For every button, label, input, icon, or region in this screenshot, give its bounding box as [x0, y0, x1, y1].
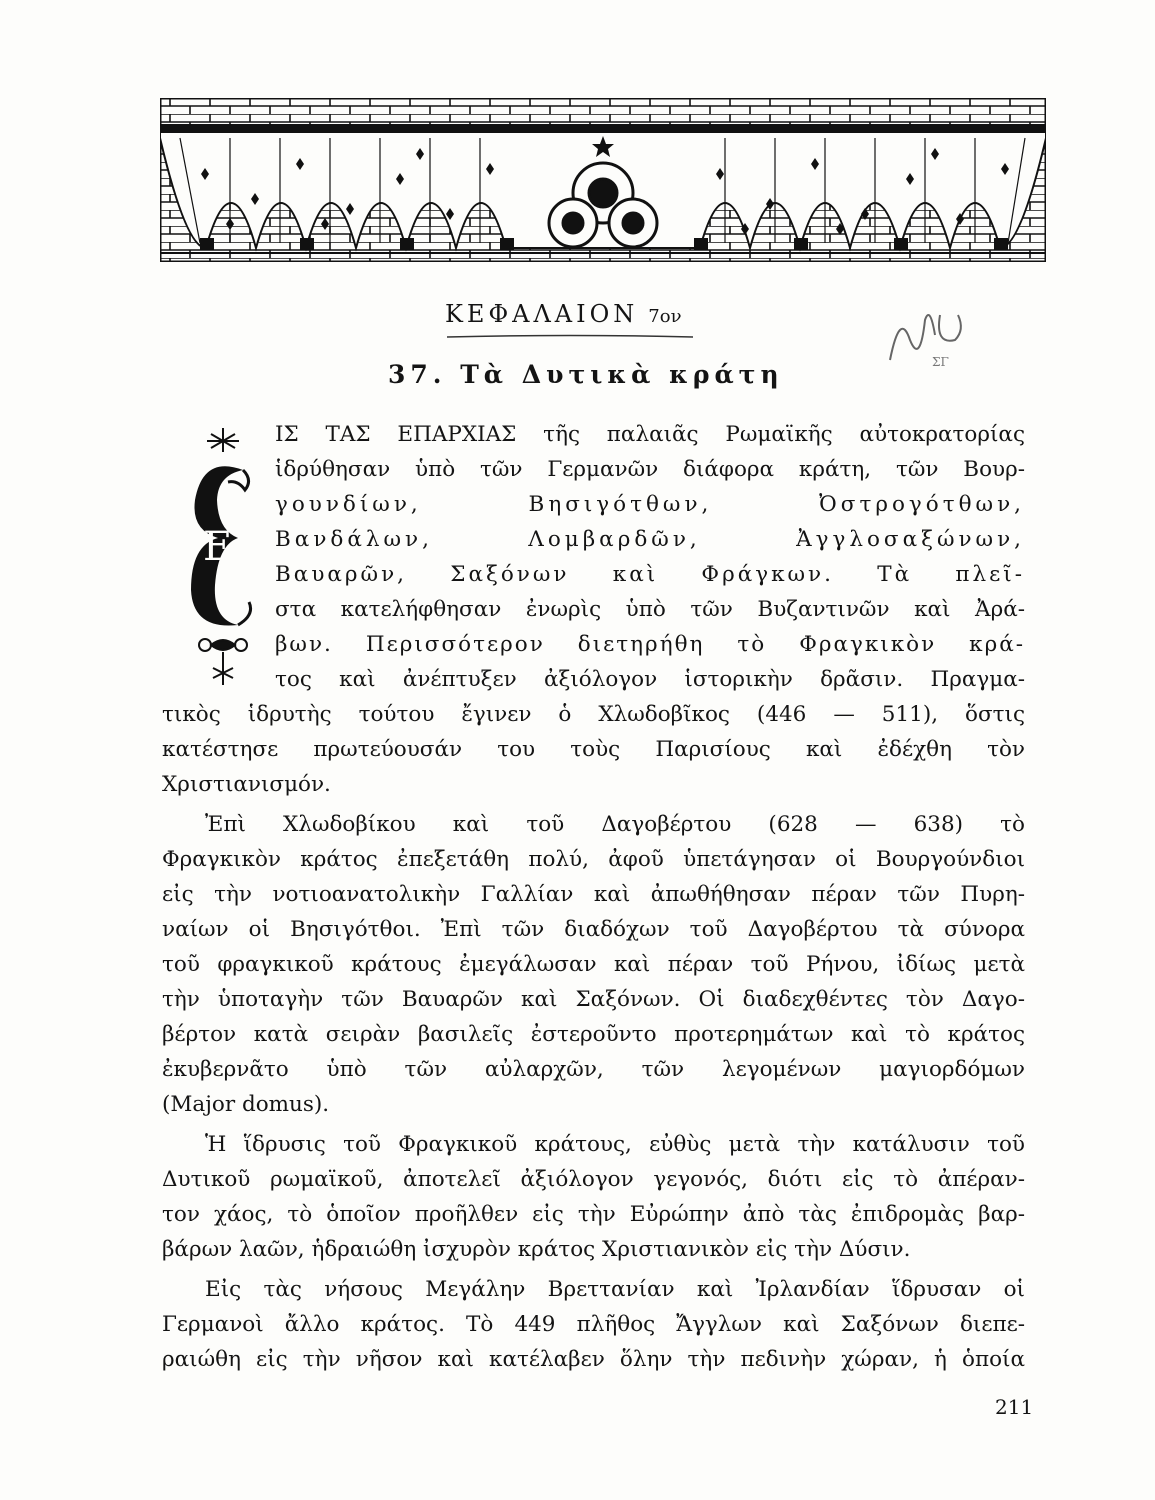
text-line: βάρων λαῶν, ἡδραιώθη ἰσχυρὸν κράτος Χριστιανικὸν εἰς τὴν Δύσιν.	[162, 1237, 911, 1262]
text-line: ραιώθη εἰς τὴν νῆσον καὶ κατέλαβεν ὅλην τὴν πεδινὴν χώραν, ἡ ὁποία	[162, 1347, 1025, 1372]
text-line: τος καὶ ἀνέπτυξεν ἀξιόλογον ἱστορικὴν δρᾶσιν. Πραγμα-	[275, 667, 1025, 692]
section-title: 37. Τὰ Δυτικὰ κράτη	[388, 360, 784, 389]
page-number: 211	[995, 1395, 1034, 1419]
text-line: Φραγκικὸν κράτος ἐπεξετάθη πολύ, ἀφοῦ ὑπετάγησαν οἱ Βουργούνδιοι	[162, 847, 1025, 872]
text-line: κατέστησε πρωτεύουσάν του τοὺς Παρισίους καὶ ἐδέχθη τὸν	[162, 737, 1025, 762]
text-line: εἰς τὴν νοτιοανατολικὴν Γαλλίαν καὶ ἀπωθήθησαν πέραν τῶν Πυρη-	[162, 882, 1025, 907]
chapter-heading-text: ΚΕΦΑΛΑΙΟΝ	[445, 300, 639, 328]
text-line: Βανδάλων, Λομβαρδῶν, Ἀγγλοσαξώνων,	[275, 527, 1025, 552]
text-line: στα κατελήφθησαν ἐνωρὶς ὑπὸ τῶν Βυζαντινῶν καὶ Ἀρά-	[275, 597, 1025, 622]
chapter-heading	[445, 300, 682, 328]
text-line: τοῦ φραγκικοῦ κράτους ἐμεγάλωσαν καὶ πέραν τοῦ Ρήνου, ἰδίως μετὰ	[162, 952, 1025, 977]
text-line: ἐκυβερνᾶτο ὑπὸ τῶν αὐλαρχῶν, τῶν λεγομένων μαγιορδόμων	[162, 1057, 1025, 1082]
drop-cap-ornament	[183, 420, 263, 690]
handwritten-note-text: ΣΓ	[932, 355, 949, 369]
text-line: γουνδίων, Βησιγότθων, Ὀστρογότθων,	[275, 492, 1025, 517]
text-line: τὴν ὑποταγὴν τῶν Βαυαρῶν καὶ Σαξόνων. Οἱ διαδεχθέντες τὸν Δαγο-	[162, 987, 1025, 1012]
text-line: Ἡ ἵδρυσις τοῦ Φραγκικοῦ κράτους, εὐθὺς μετὰ τὴν κατάλυσιν τοῦ	[205, 1132, 1025, 1157]
text-line: ΙΣ ΤΑΣ ΕΠΑΡΧΙΑΣ τῆς παλαιᾶς Ρωμαϊκῆς αὐτοκρατορίας	[275, 422, 1025, 447]
text-line: Χριστιανισμόν.	[162, 772, 331, 797]
chapter-ordinal: 7ον	[648, 306, 682, 327]
text-line: βέρτον κατὰ σειρὰν βασιλεῖς ἐστεροῦντο προτερημάτων καὶ τὸ κράτος	[162, 1022, 1025, 1047]
handwritten-annotation	[880, 300, 970, 370]
text-line: Δυτικοῦ ρωμαϊκοῦ, ἀποτελεῖ ἀξιόλογον γεγονός, διότι εἰς τὸ ἀπέραν-	[162, 1167, 1025, 1192]
chapter-underline	[445, 334, 695, 340]
text-line: Ἐπὶ Χλωδοβίκου καὶ τοῦ Δαγοβέρτου (628 — 638) τὸ	[205, 812, 1025, 837]
text-line: Βαυαρῶν, Σαξόνων καὶ Φράγκων. Τὰ πλεῖ-	[275, 562, 1025, 587]
text-line: τικὸς ἱδρυτὴς τούτου ἔγινεν ὁ Χλωδοβῖκος (446 — 511), ὅστις	[162, 702, 1025, 727]
text-line: τον χάος, τὸ ὁποῖον προῆλθεν εἰς τὴν Εὐρώπην ἀπὸ τὰς ἐπιδρομὰς βαρ-	[162, 1202, 1025, 1227]
drop-cap-letter: Ε	[203, 524, 233, 570]
text-line: Εἰς τὰς νήσους Μεγάλην Βρεττανίαν καὶ Ἰρλανδίαν ἵδρυσαν οἱ	[205, 1277, 1025, 1302]
text-line: ἱδρύθησαν ὑπὸ τῶν Γερμανῶν διάφορα κράτη, τῶν Βουρ-	[275, 457, 1025, 482]
text-line: βων. Περισσότερον διετηρήθη τὸ Φραγκικὸν κρά-	[275, 632, 1025, 657]
text-line: ναίων οἱ Βησιγότθοι. Ἐπὶ τῶν διαδόχων τοῦ Δαγοβέρτου τὰ σύνορα	[162, 917, 1025, 942]
text-line: Γερμανοὶ ἄλλο κράτος. Τὸ 449 πλῆθος Ἄγγλων καὶ Σαξόνων διεπε-	[162, 1312, 1025, 1337]
text-line: (Major domus).	[162, 1092, 330, 1117]
curtain-banner-illustration	[160, 98, 1046, 262]
